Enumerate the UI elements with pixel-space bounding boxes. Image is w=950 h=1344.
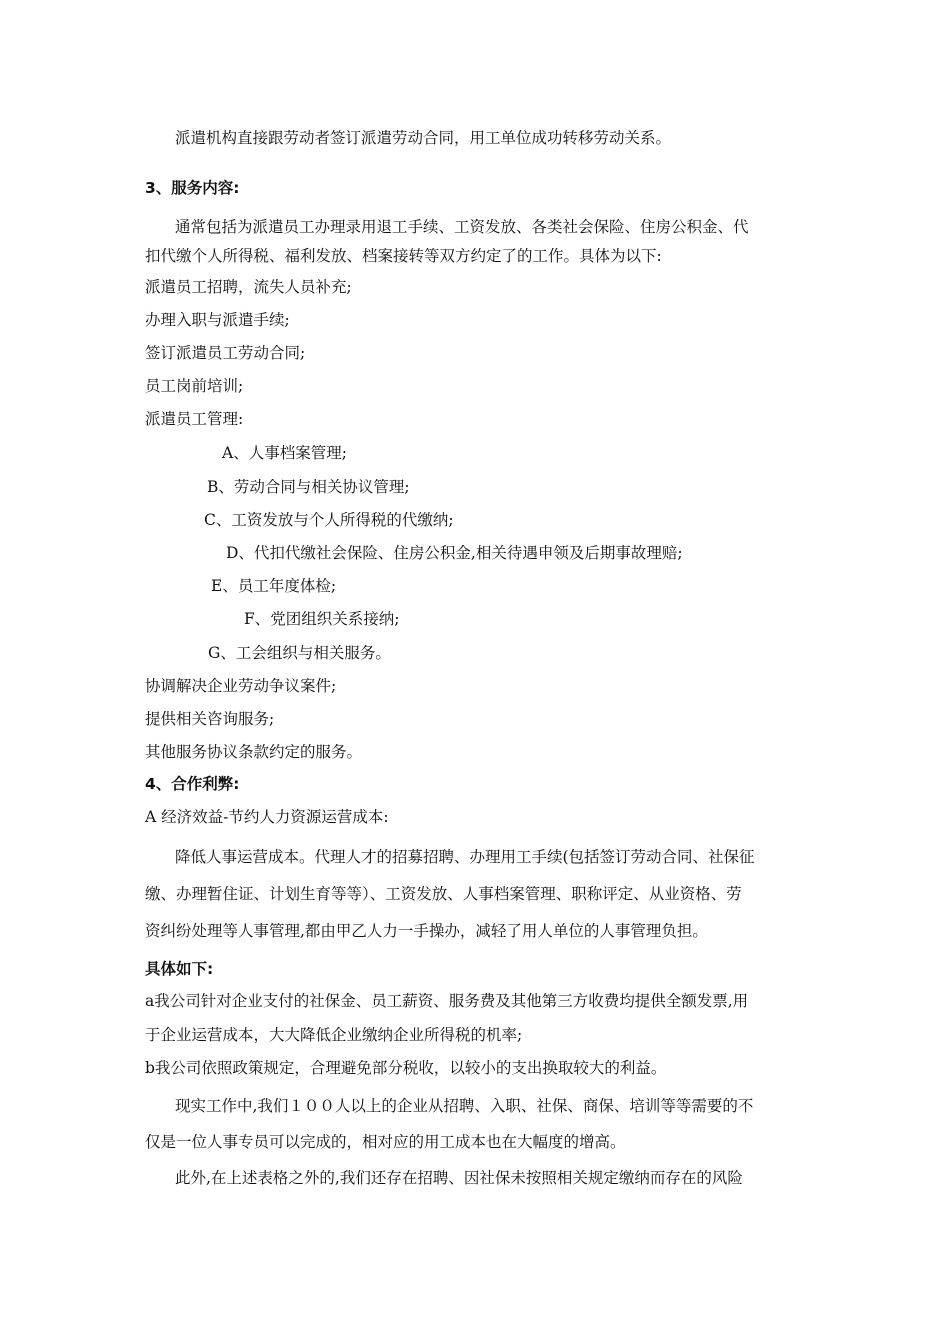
management-subitem: E、员工年度体检; [211, 577, 337, 595]
management-subitem: D、代扣代缴社会保险、住房公积金,相关待遇申领及后期事故理赔; [226, 544, 683, 562]
service-item: 员工岗前培训; [145, 377, 244, 395]
section-3-paragraph-line-1: 通常包括为派遣员工办理录用退工手续、工资发放、各类社会保险、住房公积金、代 [175, 218, 749, 236]
section-4-heading: 4、合作利弊: [145, 775, 240, 793]
intro-line: 派遣机构直接跟劳动者签订派遣劳动合同，用工单位成功转移劳动关系。 [175, 129, 672, 147]
service-item: 派遣员工招聘，流失人员补充; [145, 278, 352, 296]
details-heading: 具体如下: [145, 960, 214, 978]
section-4-paragraph-1-line-2: 缴、办理暂住证、计划生育等等）、工资发放、人事档案管理、职称评定、从业资格、劳 [145, 885, 742, 903]
section-4-paragraph-1-line-1: 降低人事运营成本。代理人才的招募招聘、办理用工手续(包括签订劳动合同、社保征 [175, 848, 755, 866]
management-subitem: B、劳动合同与相关协议管理; [207, 478, 410, 496]
service-item: 协调解决企业劳动争议案件; [145, 677, 337, 695]
section-3-paragraph-line-2: 扣代缴个人所得税、福利发放、档案接转等双方约定了的工作。具体为以下: [145, 247, 662, 265]
section-4-paragraph-3-line-1: 此外,在上述表格之外的,我们还存在招聘、因社保未按照相关规定缴纳而存在的风险 [175, 1169, 743, 1187]
point-b: b我公司依照政策规定，合理避免部分税收，以较小的支出换取较大的利益。 [145, 1059, 667, 1077]
management-subitem: F、党团组织关系接纳; [244, 610, 400, 628]
section-3-heading: 3、服务内容: [145, 179, 240, 197]
service-item: 其他服务协议条款约定的服务。 [145, 743, 363, 761]
service-item: 签订派遣员工劳动合同; [145, 344, 306, 362]
service-item: 提供相关咨询服务; [145, 710, 275, 728]
service-item: 派遣员工管理: [145, 410, 244, 428]
management-subitem: G、工会组织与相关服务。 [208, 644, 391, 662]
point-a-line-2: 于企业运营成本，大大降低企业缴纳企业所得税的机率; [145, 1026, 523, 1044]
management-subitem: A、人事档案管理; [222, 444, 347, 462]
section-4-subheading-a: A 经济效益-节约人力资源运营成本: [145, 808, 389, 826]
section-4-paragraph-1-line-3: 资纠纷处理等人事管理,都由甲乙人力一手操办，减轻了用人单位的人事管理负担。 [145, 922, 708, 940]
section-4-paragraph-2-line-1: 现实工作中,我们１００人以上的企业从招聘、入职、社保、商保、培训等等需要的不 [175, 1097, 754, 1115]
section-4-paragraph-2-line-2: 仅是一位人事专员可以完成的，相对应的用工成本也在大幅度的增高。 [145, 1133, 626, 1151]
service-item: 办理入职与派遣手续; [145, 311, 290, 329]
management-subitem: C、工资发放与个人所得税的代缴纳; [204, 511, 454, 529]
point-a-line-1: a我公司针对企业支付的社保金、员工薪资、服务费及其他第三方收费均提供全额发票,用 [145, 992, 749, 1010]
